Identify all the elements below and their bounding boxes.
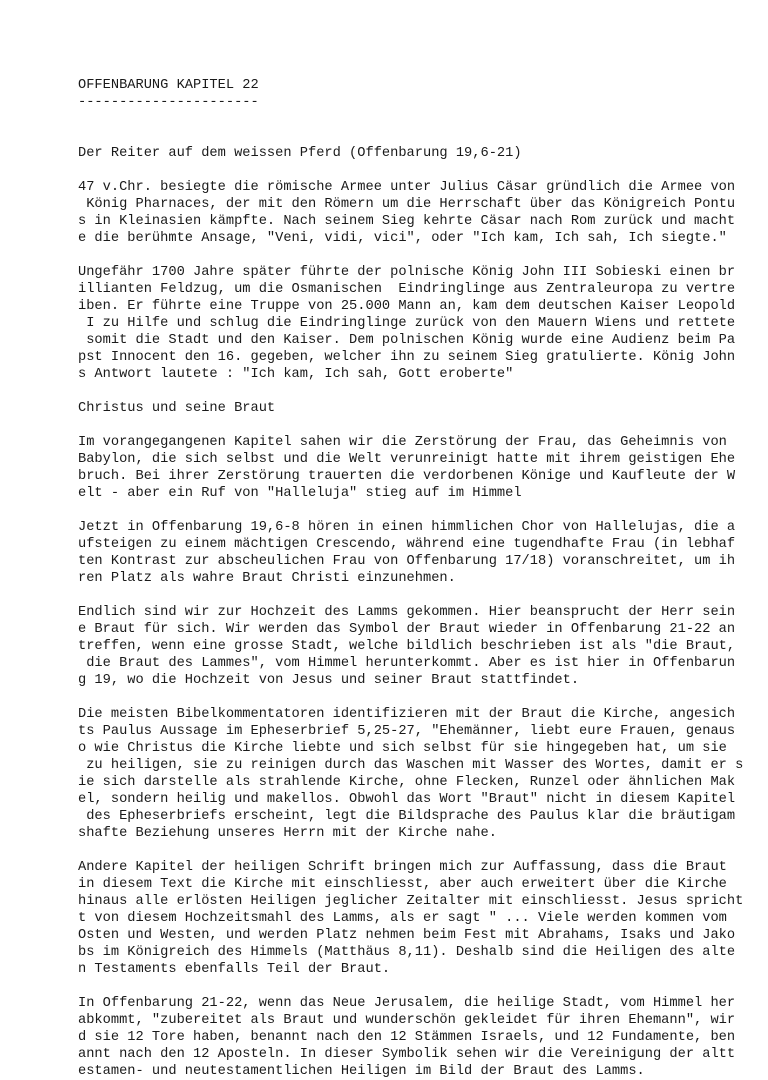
paragraph-gap [78,247,756,264]
text-line: bruch. Bei ihrer Zerstörung trauerten die verdorbenen Könige und Kaufleute der W [78,469,736,484]
text-line: s Antwort lautete : "Ich kam, Ich sah, Gott eroberte" [78,367,514,382]
section-heading-christus [78,400,756,417]
spacer [78,128,756,145]
text-line: annt nach den 12 Aposteln. In dieser Symbolik sehen wir die Vereinigung der altt [78,1047,736,1062]
text-line: in diesem Text die Kirche mit einschliesst, aber auch erweitert über die Kirche [78,877,727,892]
text-line: e die berühmte Ansage, "Veni, vidi, vici", oder "Ich kam, Ich sah, Ich siegte." [78,231,727,246]
paragraph-gap [78,502,756,519]
paragraph-hochzeit [78,604,756,689]
text-line: Im vorangegangenen Kapitel sahen wir die Zerstörung der Frau, das Geheimnis von [78,435,727,450]
paragraph-gap [78,978,756,995]
paragraph-gap [78,417,756,434]
section-heading-reiter [78,145,756,162]
document-title: OFFENBARUNG KAPITEL 22 [78,78,259,93]
document-body [78,145,756,1080]
paragraph-gap [78,689,756,706]
text-line: die Braut des Lammes", vom Himmel herunterkommt. Aber es ist hier in Offenbarun [78,656,736,671]
text-line: pst Innocent den 16. gegeben, welcher ihn zu seinem Sieg gratulierte. König John [78,350,736,365]
text-line: treffen, wenn eine grosse Stadt, welche bildlich beschrieben ist als "die Braut, [78,639,736,654]
text-line: König Pharnaces, der mit den Römern um die Herrschaft über das Königreich Pontu [78,197,736,212]
text-line: shafte Beziehung unseres Herrn mit der Kirche nahe. [78,826,497,841]
text-line: n Testaments ebenfalls Teil der Braut. [78,962,391,977]
text-line: d sie 12 Tore haben, benannt nach den 12 Stämmen Israels, und 12 Fundamente, ben [78,1030,736,1045]
text-line: s in Kleinasien kämpfte. Nach seinem Sieg kehrte Cäsar nach Rom zurück und macht [78,214,736,229]
text-line: Endlich sind wir zur Hochzeit des Lamms gekommen. Hier beansprucht der Herr sein [78,605,736,620]
text-line: ren Platz als wahre Braut Christi einzunehmen. [78,571,456,586]
text-line: 47 v.Chr. besiegte die römische Armee unter Julius Cäsar gründlich die Armee von [78,180,736,195]
text-line: des Epheserbriefs erscheint, legt die Bildsprache des Paulus klar die bräutigam [78,809,736,824]
paragraph-babylon [78,434,756,502]
text-line: el, sondern heilig und makellos. Obwohl das Wort "Braut" nicht in diesem Kapitel [78,792,736,807]
paragraph-gap [78,383,756,400]
text-line: Osten und Westen, und werden Platz nehmen beim Fest mit Abrahams, Isaks und Jako [78,928,736,943]
text-line: e Braut für sich. Wir werden das Symbol der Braut wieder in Offenbarung 21-22 an [78,622,736,637]
text-line: o wie Christus die Kirche liebte und sich selbst für sie hingegeben hat, um sie [78,741,727,756]
paragraph-caesar [78,179,756,247]
text-line: elt - aber ein Ruf von "Halleluja" stieg auf im Himmel [78,486,522,501]
text-line: Christus und seine Braut [78,401,276,416]
text-line: abkommt, "zubereitet als Braut und wunderschön gekleidet für ihren Ehemann", wir [78,1013,736,1028]
text-line: zu heiligen, sie zu reinigen durch das Waschen mit Wasser des Wortes, damit er s [78,758,744,773]
paragraph-gap [78,842,756,859]
text-line: Der Reiter auf dem weissen Pferd (Offenbarung 19,6-21) [78,146,522,161]
text-line: Die meisten Bibelkommentatoren identifizieren mit der Braut die Kirche, angesich [78,707,736,722]
text-line: I zu Hilfe und schlug die Eindringlinge zurück von den Mauern Wiens und rettete [78,316,736,331]
paragraph-bibelkommentatoren [78,706,756,842]
paragraph-gap [78,587,756,604]
text-line: ufsteigen zu einem mächtigen Crescendo, während eine tugendhafte Frau (in lebhaf [78,537,736,552]
text-line: bs im Königreich des Himmels (Matthäus 8,11). Deshalb sind die Heiligen des alte [78,945,736,960]
text-line: somit die Stadt und den Kaiser. Dem polnischen König wurde eine Audienz beim Pa [78,333,736,348]
paragraph-gap [78,162,756,179]
text-line: Babylon, die sich selbst und die Welt verunreinigt hatte mit ihrem geistigen Ehe [78,452,736,467]
text-line: Andere Kapitel der heiligen Schrift bringen mich zur Auffassung, dass die Braut [78,860,727,875]
paragraph-sobieski [78,264,756,383]
text-line: g 19, wo die Hochzeit von Jesus und seiner Braut stattfindet. [78,673,580,688]
text-line: iben. Er führte eine Truppe von 25.000 Mann an, kam dem deutschen Kaiser Leopold [78,299,736,314]
paragraph-halleluja [78,519,756,587]
text-line: t von diesem Hochzeitsmahl des Lamms, als er sagt " ... Viele werden kommen vom [78,911,727,926]
text-line: Jetzt in Offenbarung 19,6-8 hören in einen himmlichen Chor von Hallelujas, die a [78,520,736,535]
spacer [78,111,756,128]
text-line: estamen- und neutestamentlichen Heiligen im Bild der Braut des Lamms. [78,1064,645,1079]
text-line: ts Paulus Aussage im Epheserbrief 5,25-27, "Ehemänner, liebt eure Frauen, genaus [78,724,736,739]
paragraph-andere-kapitel [78,859,756,978]
title-underline: ---------------------- [78,95,259,110]
title-block [78,77,756,111]
paragraph-neues-jerusalem [78,995,756,1080]
text-line: hinaus alle erlösten Heiligen jeglicher Zeitalter mit einschliesst. Jesus spricht [78,894,744,909]
text-line: In Offenbarung 21-22, wenn das Neue Jerusalem, die heilige Stadt, vom Himmel her [78,996,736,1011]
text-line: illianten Feldzug, um die Osmanischen Eindringlinge aus Zentraleuropa zu vertre [78,282,736,297]
text-line: ie sich darstelle als strahlende Kirche, ohne Flecken, Runzel oder ähnlichen Mak [78,775,736,790]
text-line: Ungefähr 1700 Jahre später führte der polnische König John III Sobieski einen br [78,265,736,280]
text-line: ten Kontrast zur abscheulichen Frau von Offenbarung 17/18) voranschreitet, um ih [78,554,736,569]
